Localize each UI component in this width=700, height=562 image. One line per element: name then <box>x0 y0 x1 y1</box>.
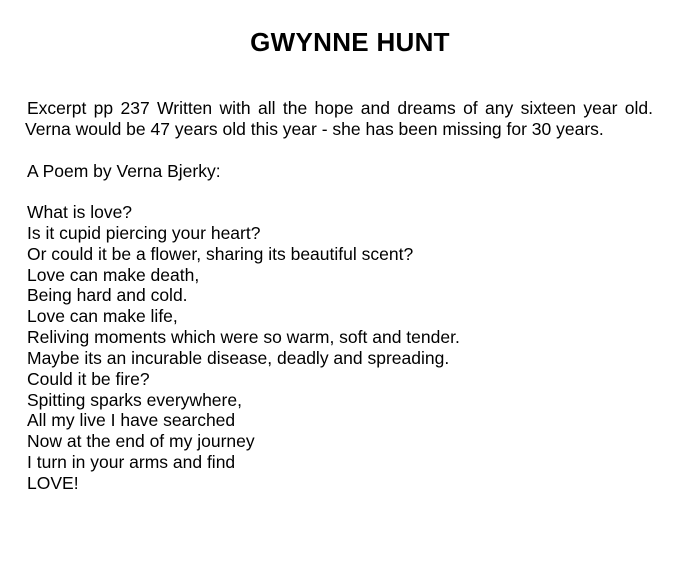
poem-body <box>27 202 460 494</box>
poem-line: Love can make life, <box>27 306 178 327</box>
poem-line: Being hard and cold. <box>27 285 188 306</box>
poem-line: Or could it be a flower, sharing its beautiful scent? <box>27 243 414 264</box>
poem-line: LOVE! <box>27 472 79 493</box>
poem-line: All my live I have searched <box>27 410 236 431</box>
poem-line: I turn in your arms and find <box>27 452 236 473</box>
poem-line: Could it be fire? <box>27 368 150 389</box>
intro-line-1: Excerpt pp 237 Written with all the hope and dreams of any sixteen year old. <box>27 98 653 118</box>
poem-byline: A Poem by Verna Bjerky: <box>27 161 221 181</box>
poem-line: Reliving moments which were so warm, soft and tender. <box>27 327 460 348</box>
poem-line: Maybe its an incurable disease, deadly and spreading. <box>27 347 450 368</box>
poem-line: Love can make death, <box>27 264 200 285</box>
poem-line: Now at the end of my journey <box>27 431 255 452</box>
page-title: GWYNNE HUNT <box>250 27 450 57</box>
poem-line: Spitting sparks everywhere, <box>27 389 242 410</box>
intro-line-2: Verna would be 47 years old this year - she has been missing for 30 years. <box>25 119 604 139</box>
intro-paragraph <box>27 98 667 140</box>
poem-line: What is love? <box>27 202 133 222</box>
poem-line: Is it cupid piercing your heart? <box>27 222 261 243</box>
